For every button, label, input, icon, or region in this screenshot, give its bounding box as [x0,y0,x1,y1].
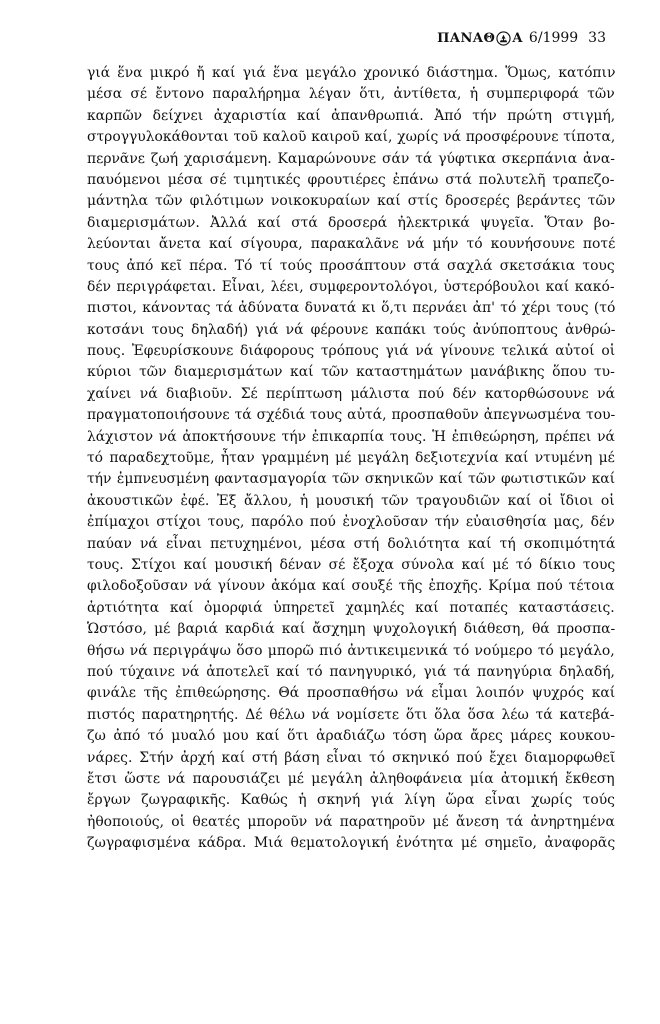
text-line: τήν ἐμπνευσμένη φαντασμαγορία τῶν σκηνικῶν καί τῶν φωτιστικῶν καί [87,471,616,488]
text-line: ἀκουστικῶν ἐφέ. Ἐξ ἄλλου, ἡ μουσική τῶν τραγουδιῶν καί οἱ ἴδιοι οἱ [87,492,615,509]
text-line: γιά ἕνα μικρό ἤ καί γιά ἕνα μεγάλο χρονικό διάστημα. Ὅμως, κατόπιν [87,65,616,81]
text-line: κύριοι τῶν διαμερισμάτων καί τῶν καταστημάτων μανάβικης ὅπου τυ- [87,364,615,381]
text-line: πιστός παρατηρητής. Δέ θέλω νά νομίσετε ὅτι ὅλα ὅσα λέω τά κατεβά- [87,706,615,723]
text-line: λάχιστον νά ἀποκτήσουνε τήν ἐπικαρπία τους. Ἡ ἐπιθεώρηση, πρέπει νά [87,428,615,445]
text-line: μέσα σέ ἔντονο παραλήρημα λέγαν ὅτι, ἀντίθετα, ἡ συμπεριφορά τῶν [87,86,615,103]
text-line: ἔργων ζωγραφικῆς. Καθώς ἡ σκηνή γιά λίγη ὥρα εἶναι χωρίς τούς [87,792,615,809]
text-line: φιλοδοξοῦσαν νά γίνουν ἀκόμα καί σουξέ τῆς ἐποχῆς. Κρίμα πού τέτοια [87,578,615,595]
text-line: διαμερισμάτων. Ἀλλά καί στά δροσερά ἠλεκτρικά ψυγεῖα. Ὅταν βο- [87,214,615,231]
publication-name [437,31,523,46]
text-line: πραγματοποιήσουνε τά σχέδιά τους αὐτά, προσπαθοῦν ἀπεγνωσμένα του- [87,407,616,424]
article-body [87,63,615,854]
page-number: 33 [588,30,606,46]
owl-logo-icon [496,31,511,46]
text-line: φινάλε τῆς ἐπιθεώρησης. Θά προσπαθήσω νά εἶμαι λοιπόν ψυχρός καί [87,685,616,702]
text-line: πιστοι, κάνοντας τά ἀδύνατα δυνατά κι ὅ,τι περνάει ἀπ' τό χέρι τους (τό [87,300,616,317]
text-line: χαίνει νά διαβιοῦν. Σέ περίπτωση μάλιστα πού δέν κατορθώσουνε νά [87,385,615,402]
running-header [437,30,606,46]
text-line: δέν περιγράφεται. Εἶναι, λέει, συμφεροντολόγοι, ὑστερόβουλοι καί κακό- [87,278,615,295]
publication-title: ΠΑΝΑΘ [437,30,496,46]
text-line: μάντηλα τῶν φιλότιμων νοικοκυραίων καί στίς δροσερές βεράντες τῶν [87,193,616,210]
text-line: παυόμενοι μέσα σέ τιμητικές φρουτιέρες ἐπάνω στά πολυτελῆ τραπεζο- [87,171,615,188]
text-line: ἔτσι ὥστε νά παρουσιάζει μέ μεγάλη ἀληθοφάνεια μία ἀτομική ἔκθεση [87,770,615,787]
text-line: ἐπίμαχοι στίχοι τους, παρόλο πού ἐνοχλοῦσαν τήν εὐαισθησία μας, δέν [87,514,615,531]
text-line: λεύονται ἄνετα καί σίγουρα, παρακαλᾶνε νά μήν τό κουνήσουνε ποτέ [87,236,616,253]
text-line: περνᾶνε ζωή χαρισάμενη. Καμαρώνουνε σάν τά γύφτικα σκερπάνια ἀνα- [87,150,615,167]
text-line: κοτσάνι τους δηλαδή) γιά νά φέρουνε καπάκι τούς ἀνύποπτους ἀνθρώ- [87,321,616,338]
publication-suffix: Α [512,30,523,46]
text-line: πού τύχαινε νά ἀποτελεῖ καί τό πανηγυρικό, γιά τά πανηγύρια δηλαδή, [87,663,615,680]
text-line: τους. Στίχοι καί μουσική δέναν σέ ἔξοχα σύνολα καί μέ τό δίκιο τους [87,556,616,573]
text-line: καρπῶν δείχνει ἀχαριστία καί ἀπανθρωπιά. Ἀπό τήν πρώτη στιγμή, [87,107,616,124]
text-line: νάρες. Στήν ἀρχή καί στή βάση εἶναι τό σκηνικό πού ἔχει διαμορφωθεῖ [87,749,616,766]
text-line: τό παραδεχτοῦμε, ἦταν γραμμένη μέ μεγάλη δεξιοτεχνία καί ντυμένη μέ [87,450,615,467]
text-line: ζω ἀπό τό μυαλό μου καί ὅτι ἀραδιάζω τόση ὥρα ἄρες μάρες κουκου- [87,728,616,745]
text-line: παύαν νά εἶναι πετυχημένοι, μέσα στή δολιότητα καί τή σκοπιμότητά [87,535,616,552]
text-line: ζωγραφισμένα κάδρα. Μιά θεματολογική ἑνότητα μέ σημεῖο, ἀναφορᾶς [87,835,616,852]
text-line: θήσω νά περιγράψω ὅσο μπορῶ πιό ἀντικειμενικά τό νούμερο τό μεγάλο, [87,642,615,659]
text-line: στρογγυλοκάθονται τοῦ καλοῦ καιροῦ καί, χωρίς νά προσφέρουνε τίποτα, [87,129,616,146]
text-line: τους ἀπό κεῖ πέρα. Τό τί τούς προσάπτουν στά σαχλά σκετσάκια τους [87,257,615,274]
text-line: πους. Ἐφευρίσκουνε διάφορους τρόπους γιά νά γίνουνε τελικά αὐτοί οἱ [87,343,616,360]
issue-number: 6/1999 [528,30,579,46]
text-line: Ὡστόσο, μέ βαριά καρδιά καί ἄσχημη ψυχολογική διάθεση, θά προσπα- [87,621,616,638]
text-line: ἠθοποιούς, οἱ θεατές μποροῦν νά παρατηροῦν μέ ἄνεση τά ἀνηρτημένα [87,813,615,830]
text-line: ἀρτιότητα καί ὀμορφιά ὑπηρετεῖ χαμηλές καί ποταπές καταστάσεις. [87,599,615,616]
